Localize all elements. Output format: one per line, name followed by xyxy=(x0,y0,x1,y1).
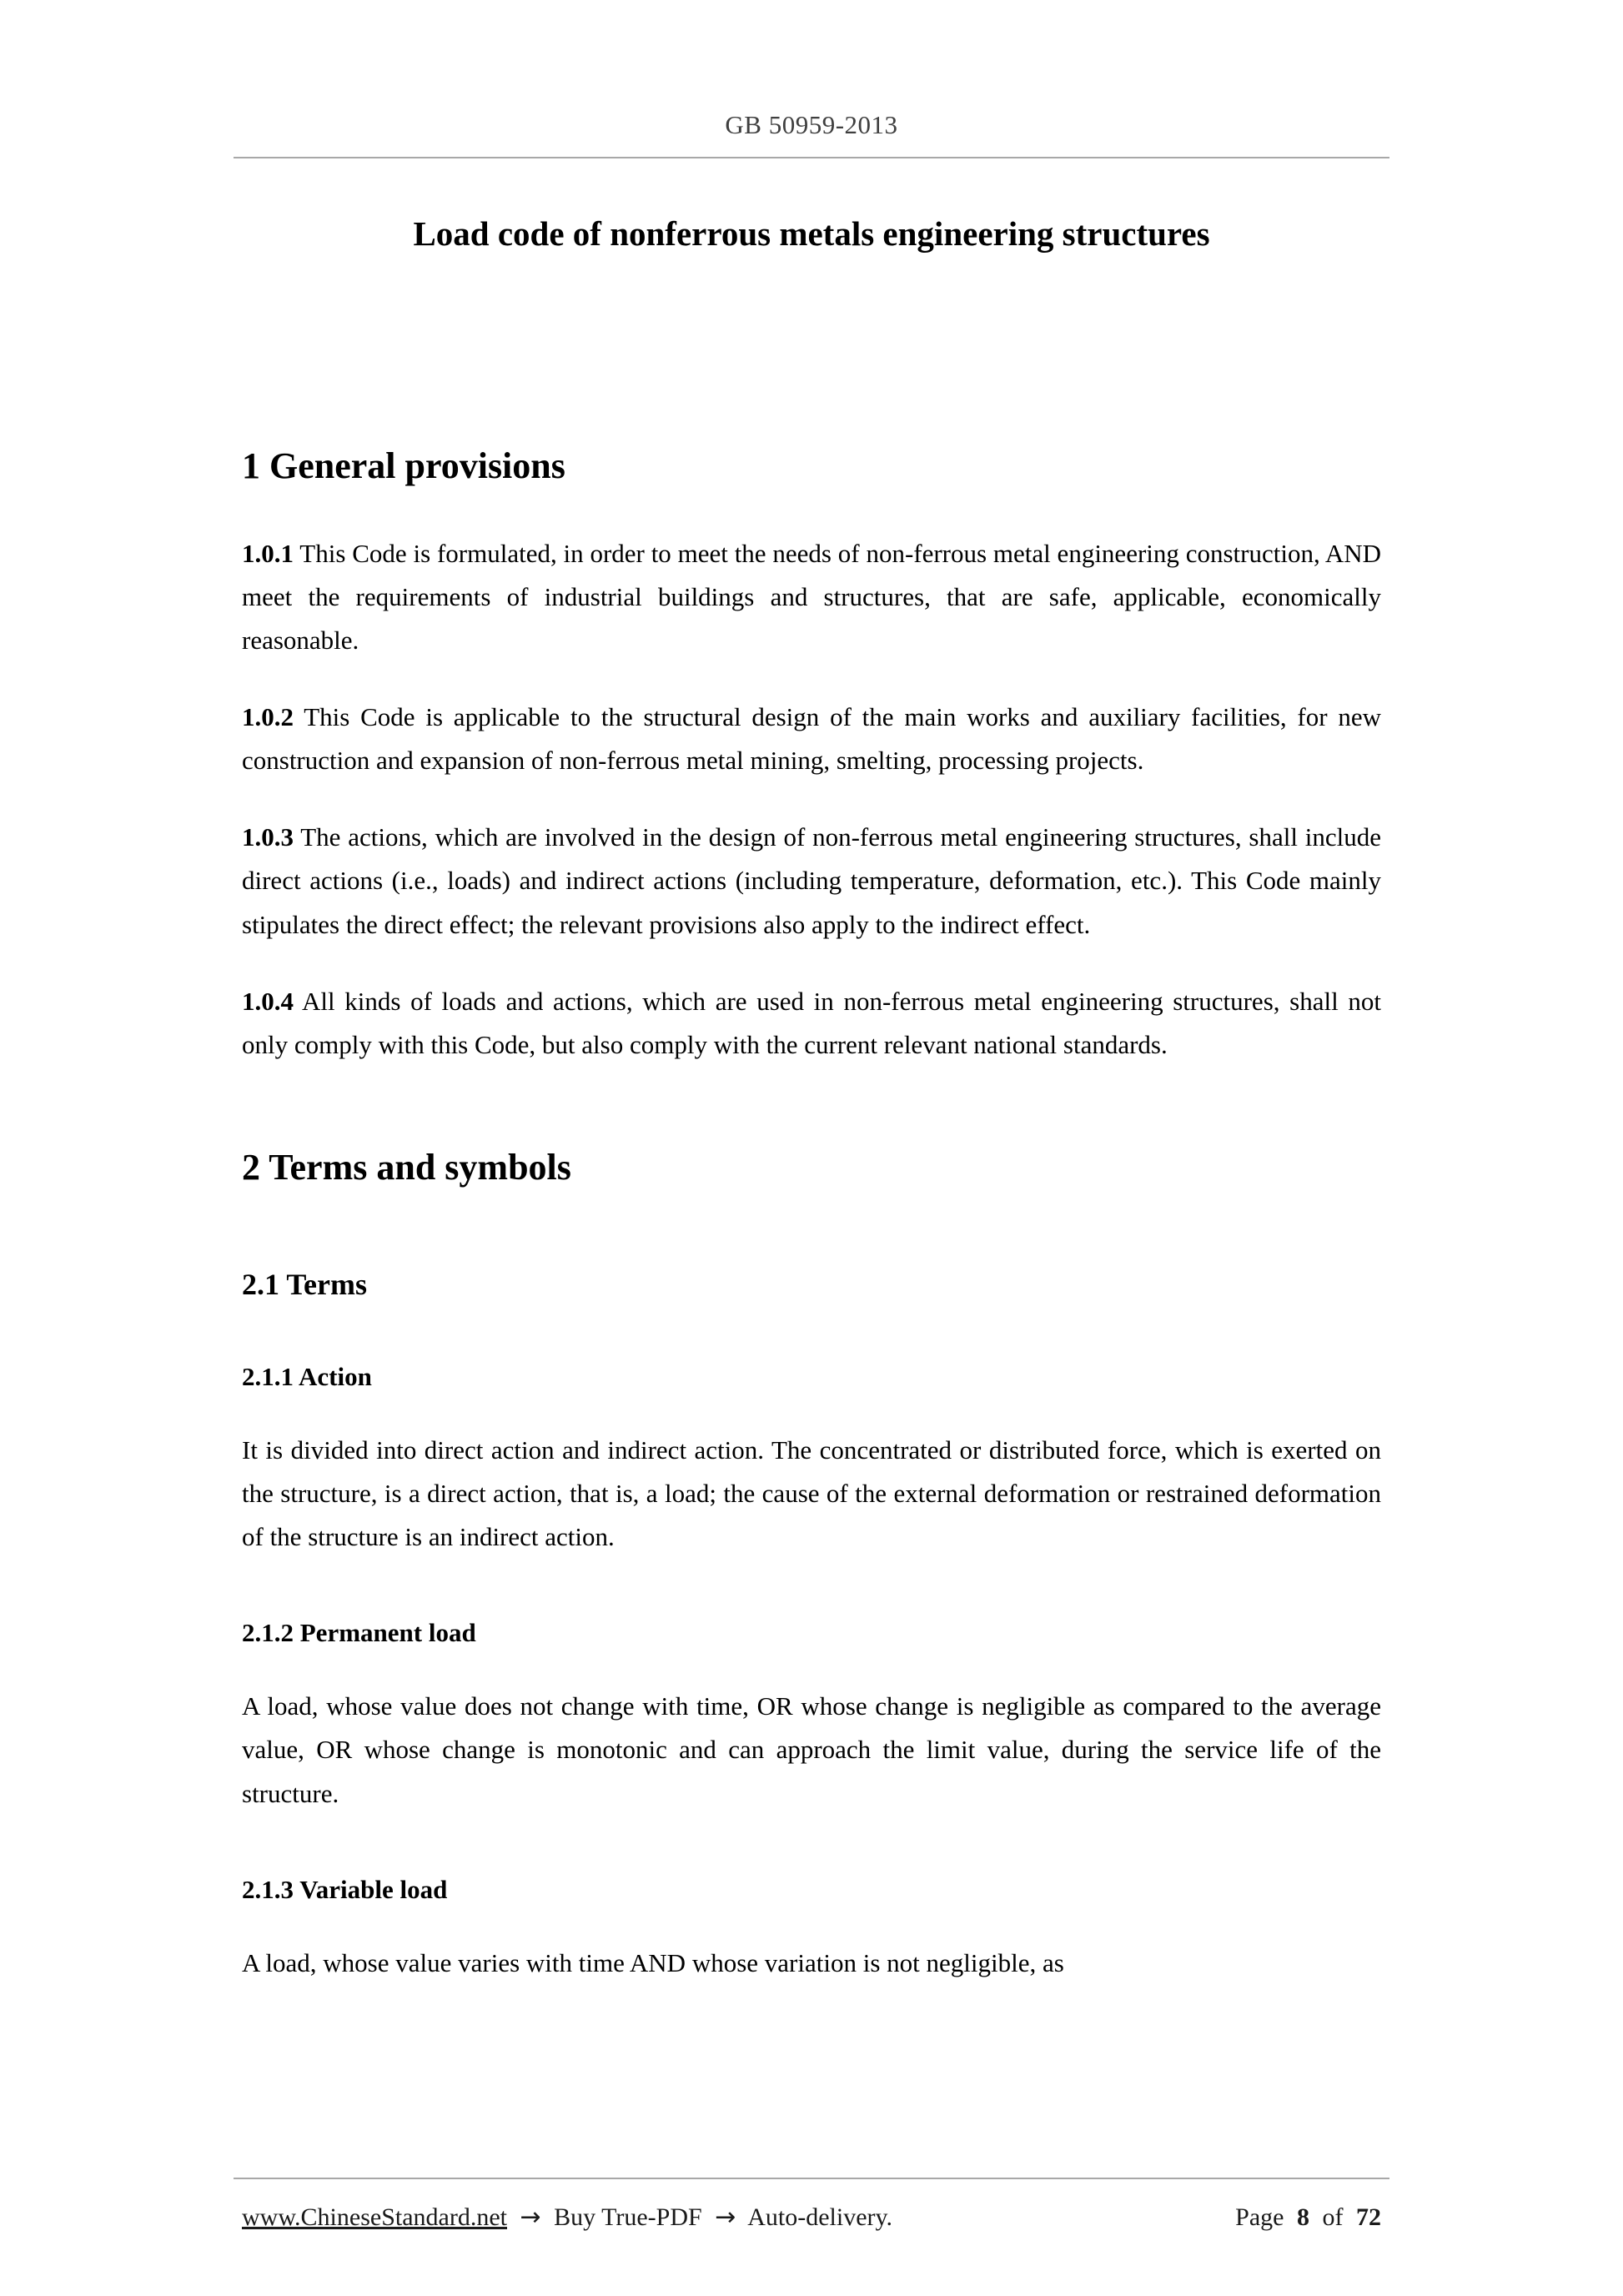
footer-divider xyxy=(234,2178,1389,2179)
term-definition-action: It is divided into direct action and indirect action. The concentrated or distributed force, which is exerted on the structure, is a direct action, that is, a load; the cause of the external deformation or restrained deformation of the structure is an indirect action. xyxy=(242,1434,1381,1552)
term-definition-permanent-load: A load, whose value does not change with time, OR whose change is negligible as compared to the average value, OR whose change is monotonic and can approach the limit value, during the service life of the structure. xyxy=(242,1691,1381,1808)
clause-1-0-1 xyxy=(242,532,1381,662)
subsection-heading-terms: 2.1 Terms xyxy=(242,1267,368,1301)
clause-text: All kinds of loads and actions, which are used in non-ferrous metal engineering structures, shall not only comply with this Code, but also comply with the current relevant national standards. xyxy=(242,986,1381,1059)
page-footer xyxy=(234,2178,1389,2232)
clause-number: 1.0.4 xyxy=(242,986,294,1016)
footer-promo xyxy=(242,2203,899,2232)
clause-number: 1.0.2 xyxy=(242,702,294,732)
page-word: Page xyxy=(1235,2203,1284,2231)
term-definition-variable-load: A load, whose value varies with time AND whose variation is not negligible, as xyxy=(242,1947,1064,1977)
term-heading-permanent-load: 2.1.2 Permanent load xyxy=(242,1618,476,1648)
clause-number: 1.0.3 xyxy=(242,822,294,852)
footer-buy-text: Buy True-PDF xyxy=(554,2203,702,2231)
arrow-right-icon: → xyxy=(520,2203,541,2232)
page-indicator xyxy=(1229,2203,1381,2232)
of-word: of xyxy=(1322,2203,1344,2231)
page-header xyxy=(0,0,1623,158)
website-link[interactable]: www.ChineseStandard.net xyxy=(242,2203,507,2231)
term-heading-action: 2.1.1 Action xyxy=(242,1361,372,1391)
document-title: Load code of nonferrous metals engineering structures xyxy=(413,214,1210,253)
header-divider xyxy=(234,157,1389,158)
doc-number: GB 50959-2013 xyxy=(725,110,898,139)
footer-delivery-text: Auto-delivery. xyxy=(747,2203,893,2231)
clause-number: 1.0.1 xyxy=(242,538,294,568)
section-heading-general-provisions: 1 General provisions xyxy=(242,445,565,487)
clause-text: This Code is formulated, in order to meet the needs of non-ferrous metal engineering construction, AND meet the requirements of industrial buildings and structures, that are safe, applicable, economically reasonable. xyxy=(242,538,1381,656)
clause-1-0-3 xyxy=(242,816,1381,946)
clause-1-0-4 xyxy=(242,980,1381,1067)
document-content xyxy=(242,214,1381,1985)
page-number: 8 xyxy=(1297,2203,1309,2231)
term-heading-variable-load: 2.1.3 Variable load xyxy=(242,1874,448,1904)
arrow-right-icon: → xyxy=(715,2203,736,2232)
clause-1-0-2 xyxy=(242,696,1381,782)
section-heading-terms-and-symbols: 2 Terms and symbols xyxy=(242,1146,571,1188)
clause-text: This Code is applicable to the structural design of the main works and auxiliary facilities, for new construction and expansion of non-ferrous metal mining, smelting, processing projects. xyxy=(242,702,1381,776)
total-pages: 72 xyxy=(1356,2203,1381,2231)
clause-text: The actions, which are involved in the design of non-ferrous metal engineering structures, shall include direct actions (i.e., loads) and indirect actions (including temperature, deformation, etc.). This Code mainly stipulates the direct effect; the relevant provisions also apply to the indirect effect. xyxy=(242,822,1381,939)
